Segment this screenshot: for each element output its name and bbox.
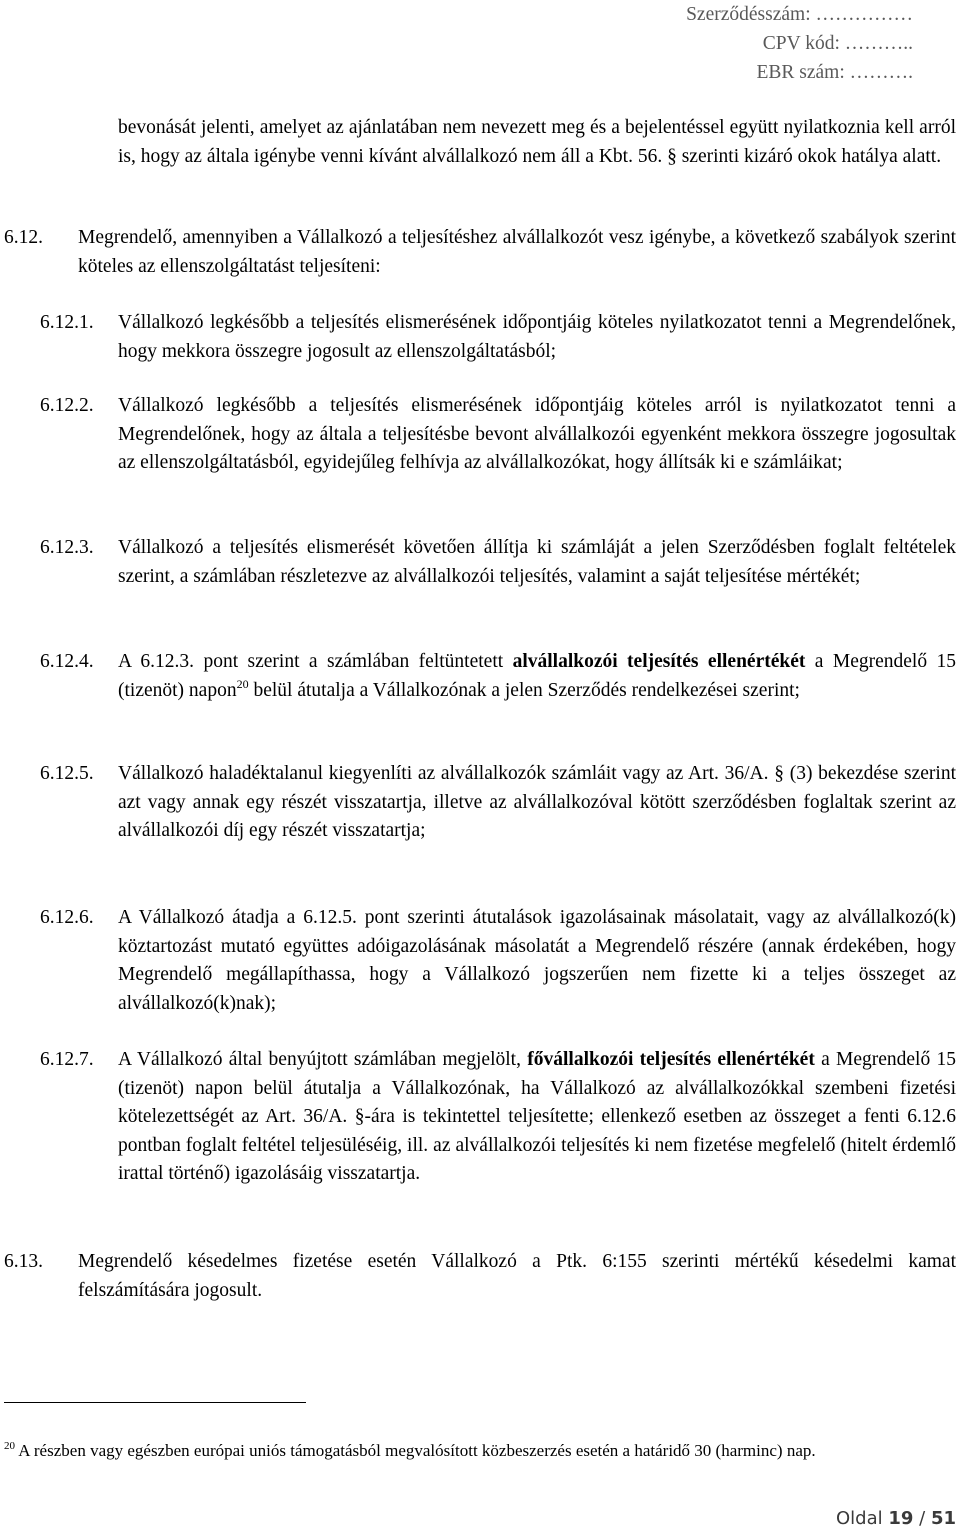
document-header bbox=[686, 0, 913, 87]
item-text: Vállalkozó a teljesítés elismerését követően állítja ki számláját a jelen Szerződésben foglalt feltételek szerint, a számlában részletezve az alvállalkozói teljesítés, valamint a saját teljesítése mértékét; bbox=[118, 537, 956, 587]
item-number: 6.12.6. bbox=[40, 907, 94, 928]
page-counter: Oldal 19 / 51 bbox=[836, 1508, 956, 1529]
ebr-number: EBR szám: ………. bbox=[756, 62, 913, 83]
clause-6-12-number: 6.12. bbox=[4, 227, 43, 248]
clause-6-13-text: Megrendelő késedelmes fizetése esetén Vállalkozó a Ptk. 6:155 szerinti mértékű késedelmi kamat felszámítására jogosult. bbox=[78, 1251, 956, 1301]
item-number: 6.12.4. bbox=[40, 651, 94, 672]
item-text: A 6.12.3. pont szerint a számlában feltüntetett alvállalkozói teljesítés ellenértékét a Megrendelő 15 (tizenöt) napon$^{20}$ belül átutalja a Vállalkozónak a jelen Szerződés rendelkezései szerint; bbox=[118, 651, 956, 701]
contract-number: Szerződésszám: …………… bbox=[686, 4, 913, 25]
item-number: 6.12.5. bbox=[40, 763, 94, 784]
current-page: 19 bbox=[888, 1508, 914, 1529]
footnote-text: A részben vagy egészben európai uniós támogatásból megvalósított közbeszerzés esetén a határidő 30 (harminc) nap. bbox=[15, 1441, 816, 1460]
item-number: 6.12.1. bbox=[40, 312, 94, 333]
item-text: A Vállalkozó átadja a 6.12.5. pont szerinti átutalások igazolásainak másolatait, vagy az alvállalkozó(k) köztartozást mutató együttes adóigazolásának másolatát a Megrendelő részére (annak érdekében, hogy Megrendelő megállapíthassa, hogy a Vállalkozó jogszerűen nem fizette ki a teljes összeget az alvállalkozó(k)nak); bbox=[118, 907, 956, 1014]
footnote-separator bbox=[4, 1402, 306, 1403]
item-number: 6.12.3. bbox=[40, 537, 94, 558]
item-number: 6.12.2. bbox=[40, 395, 94, 416]
item-number: 6.12.7. bbox=[40, 1049, 94, 1070]
item-text: Vállalkozó legkésőbb a teljesítés elismerésének időpontjáig köteles arról is nyilatkozatot tenni a Megrendelőnek, hogy az általa a teljesítésbe bevont alvállalkozói egyenként mekkora összegre jogosultak az ellenszolgáltatásból, egyidejűleg felhívja az alvállalkozókat, hogy állítsák ki e számláikat; bbox=[118, 395, 956, 474]
intro-paragraph: bevonását jelenti, amelyet az ajánlatában nem nevezett meg és a bejelentéssel együtt nyilatkoznia kell arról is, hogy az általa igénybe venni kívánt alvállalkozó nem áll a Kbt. 56. § szerinti kizáró okok hatálya alatt. bbox=[118, 117, 956, 167]
total-pages: 51 bbox=[930, 1508, 956, 1529]
bold-term: fővállalkozói teljesítés ellenértékét bbox=[527, 1049, 815, 1070]
footnote bbox=[4, 1437, 956, 1464]
item-text: Vállalkozó haladéktalanul kiegyenlíti az alvállalkozók számláit vagy az Art. 36/A. § (3) bekezdése szerint azt vagy annak egy részét visszatartja, illetve az alvállalkozóval kötött szerződésben foglaltak szerint az alvállalkozói díj egy részét visszatartja; bbox=[118, 763, 956, 842]
footnote-marker: 20 bbox=[4, 1440, 15, 1452]
item-text: A Vállalkozó által benyújtott számlában megjelölt, fővállalkozói teljesítés ellenértékét a Megrendelő 15 (tizenöt) napon belül átutalja a Vállalkozónak, ha Vállalkozó az alvállalkozókkal szembeni fizetési kötelezettségét az Art. 36/A. §-ára is tekintettel teljesítette; ellenkező esetben az összeget a fenti 6.12.6 pontban foglalt feltétel teljesüléséig, ill. az alvállalkozói teljesítés ki nem fizetése megfelelő (hitelt érdemlő irattal történő) igazolásáig visszatartja. bbox=[118, 1049, 956, 1185]
item-text: Vállalkozó legkésőbb a teljesítés elismerésének időpontjáig köteles nyilatkozatot tenni a Megrendelőnek, hogy mekkora összegre jogosult az ellenszolgáltatásból; bbox=[118, 312, 956, 362]
cpv-code: CPV kód: ……….. bbox=[762, 33, 913, 54]
bold-term: alvállalkozói teljesítés ellenértékét bbox=[512, 651, 806, 672]
clause-6-12-text: Megrendelő, amennyiben a Vállalkozó a teljesítéshez alvállalkozót vesz igénybe, a következő szabályok szerint köteles az ellenszolgáltatást teljesíteni: bbox=[78, 227, 956, 277]
clause-6-13-number: 6.13. bbox=[4, 1251, 43, 1272]
footnote-ref: 20 bbox=[236, 676, 249, 691]
